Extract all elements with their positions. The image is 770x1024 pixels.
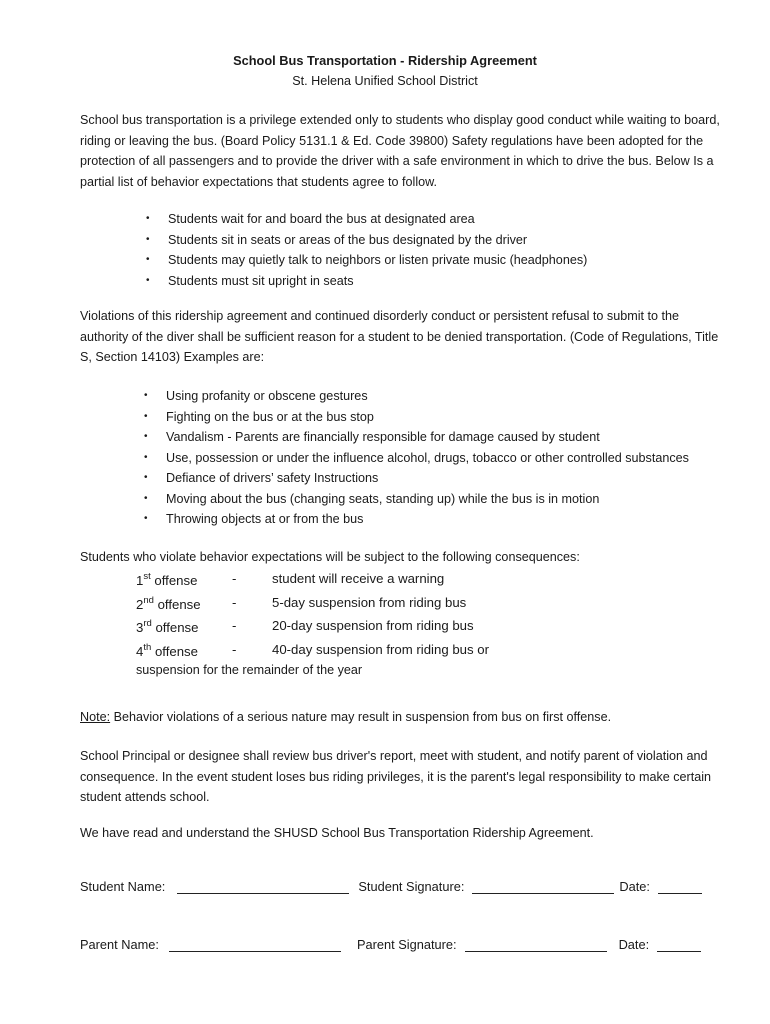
violations-examples-list (144, 386, 689, 530)
offense-ordinal: 1st offense (136, 571, 198, 588)
principal-paragraph: School Principal or designee shall review bus driver's report, meet with student, and notify parent of violation and consequence. In the event student loses bus riding privileges, it is the parent's legal responsibility to make certain student attends school. (80, 749, 712, 804)
offense-ordinal: 4th offense (136, 641, 198, 659)
offense-row (136, 568, 696, 592)
offense-dash: - (232, 594, 237, 610)
student-signature-row (80, 879, 702, 894)
offense-row (136, 639, 696, 663)
list-item: • Use, possession or under the influence alcohol, drugs, tobacco or other controlled substances (144, 448, 689, 469)
list-item: • Fighting on the bus or at the bus stop (144, 407, 689, 428)
offense-consequence: 5-day suspension from riding bus (272, 594, 467, 610)
offense-row (136, 615, 696, 639)
offense-continuation: suspension for the remainder of the year (136, 663, 363, 677)
student-date-field[interactable] (658, 879, 702, 894)
violations-paragraph: Violations of this ridership agreement and continued disorderly conduct or persistent refusal to submit to the authority of the diver shall be sufficient reason for a student to be denied transportation. (Code of Regulations, Title S, Section 14103) Examples are: (80, 309, 719, 364)
acknowledgement-text: We have read and understand the SHUSD School Bus Transportation Ridership Agreement. (80, 826, 594, 840)
offense-consequence: student will receive a warning (272, 571, 445, 586)
parent-signature-field[interactable] (465, 937, 607, 952)
note-paragraph (80, 707, 720, 728)
parent-name-label: Parent Name: (80, 937, 159, 952)
offense-dash: - (232, 641, 237, 657)
consequences-intro: Students who violate behavior expectations will be subject to the following consequences: (80, 550, 580, 564)
document-title: School Bus Transportation - Ridership Agreement (233, 53, 537, 68)
offense-row (136, 592, 696, 616)
offense-table (136, 568, 696, 677)
student-signature-label: Student Signature: (358, 879, 465, 894)
list-item: • Students sit in seats or areas of the bus designated by the driver (146, 230, 587, 251)
list-item: • Students must sit upright in seats (146, 271, 587, 292)
parent-date-field[interactable] (657, 937, 701, 952)
offense-consequence: 20-day suspension from riding bus (272, 618, 474, 633)
parent-date-label: Date: (618, 937, 650, 952)
intro-paragraph: School bus transportation is a privilege extended only to students who display good conduct while waiting to board, riding or leaving the bus. (Board Policy 5131.1 & Ed. Code 39800) Safety regulations have been adopted for the protection of all passengers and to provide the driver with a safe environment in which to drive the bus. Below Is a partial list of behavior expectations that students agree to follow. (80, 113, 720, 189)
district-name: St. Helena Unified School District (292, 74, 478, 88)
parent-signature-row (80, 937, 701, 952)
list-item: • Throwing objects at or from the bus (144, 509, 689, 530)
list-item: • Students wait for and board the bus at designated area (146, 209, 587, 230)
offense-ordinal: 3rd offense (136, 618, 199, 635)
parent-signature-label: Parent Signature: (356, 937, 457, 952)
offense-consequence: 40-day suspension from riding bus or (272, 641, 489, 657)
offense-ordinal: 2nd offense (136, 594, 201, 612)
list-item: • Using profanity or obscene gestures (144, 386, 689, 407)
offense-dash: - (232, 571, 237, 586)
student-name-label: Student Name: (80, 879, 166, 894)
note-label: Note: (80, 710, 111, 724)
list-item: • Students may quietly talk to neighbors or listen private music (headphones) (146, 250, 587, 271)
list-item: • Defiance of drivers’ safety Instructions (144, 468, 689, 489)
list-item: • Vandalism - Parents are financially responsible for damage caused by student (144, 427, 689, 448)
student-signature-field[interactable] (472, 879, 614, 894)
list-item: • Moving about the bus (changing seats, standing up) while the bus is in motion (144, 489, 689, 510)
student-name-field[interactable] (177, 879, 349, 894)
offense-dash: - (232, 618, 237, 633)
note-text: Behavior violations of a serious nature may result in suspension from bus on first offense. (113, 710, 612, 724)
student-date-label: Date: (619, 879, 650, 894)
parent-name-field[interactable] (169, 937, 341, 952)
expectations-list (146, 209, 587, 291)
